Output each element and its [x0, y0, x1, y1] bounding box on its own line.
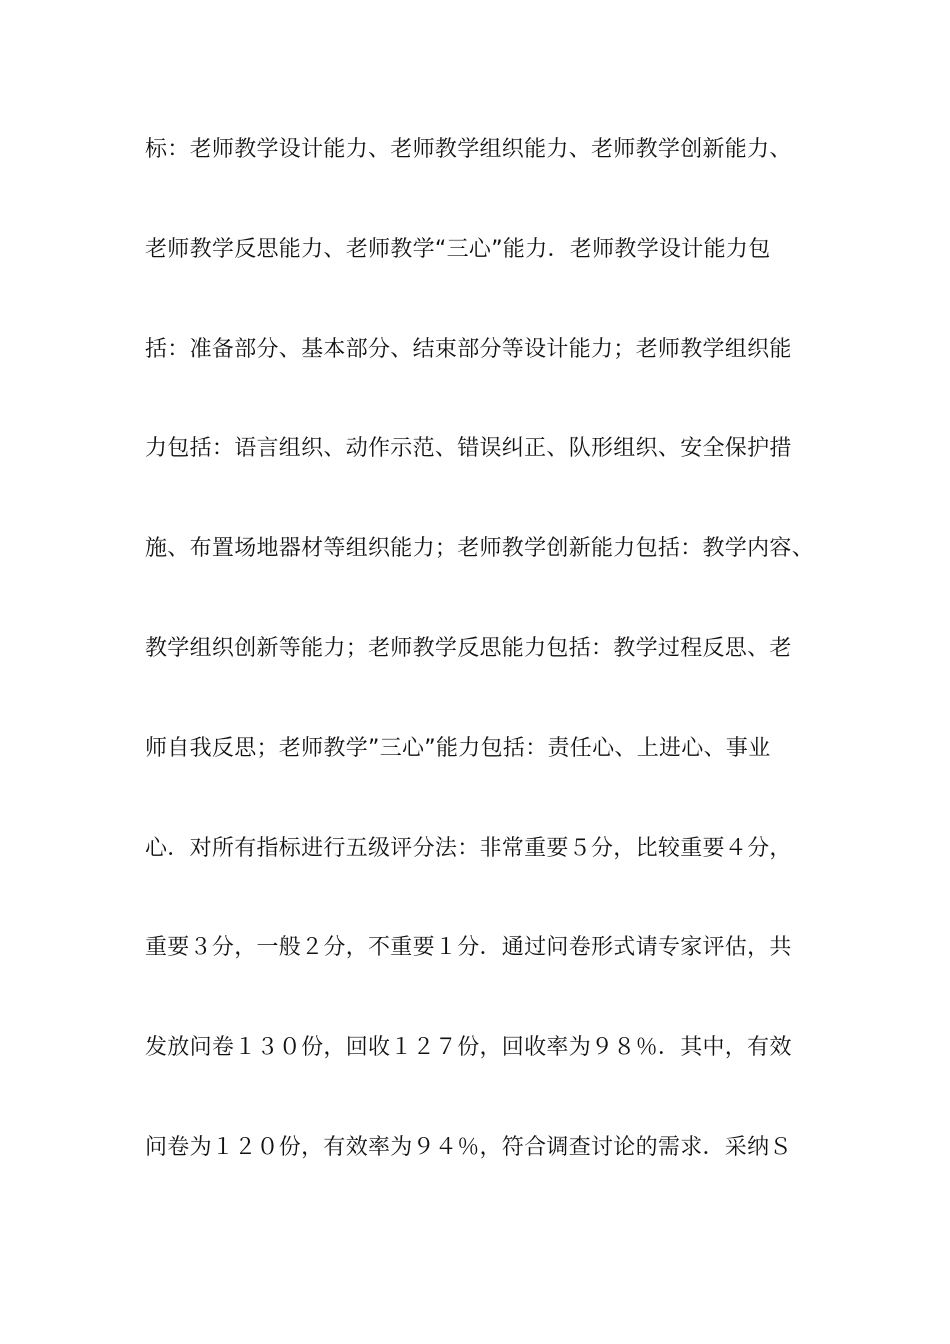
text-line: 标：老师教学设计能力、老师教学组织能力、老师教学创新能力、: [145, 137, 792, 162]
text-line: 括：准备部分、基本部分、结束部分等设计能力；老师教学组织能: [145, 336, 792, 362]
text-line: 重要３分，一般２分，不重要１分．通过问卷形式请专家评估，共: [145, 935, 792, 961]
text-line: 教学组织创新等能力；老师教学反思能力包括：教学过程反思、老: [145, 635, 792, 661]
text-line: 老师教学反思能力、老师教学“三心”能力．老师教学设计能力包: [145, 236, 771, 262]
text-line: 心．对所有指标进行五级评分法：非常重要５分，比较重要４分，: [145, 835, 792, 861]
text-line: 问卷为１２０份，有效率为９４％，符合调查讨论的需求．采纳Ｓ: [145, 1134, 792, 1160]
text-line: 力包括：语言组织、动作示范、错误纠正、队形组织、安全保护措: [145, 436, 792, 462]
text-line: 师自我反思；老师教学”三心”能力包括：责任心、上进心、事业: [145, 735, 771, 761]
text-line: 施、布置场地器材等组织能力；老师教学创新能力包括：教学内容、: [145, 536, 815, 562]
body-text: [145, 128, 825, 1226]
text-line: 发放问卷１３０份，回收１２７份，回收率为９８％．其中，有效: [145, 1035, 792, 1061]
